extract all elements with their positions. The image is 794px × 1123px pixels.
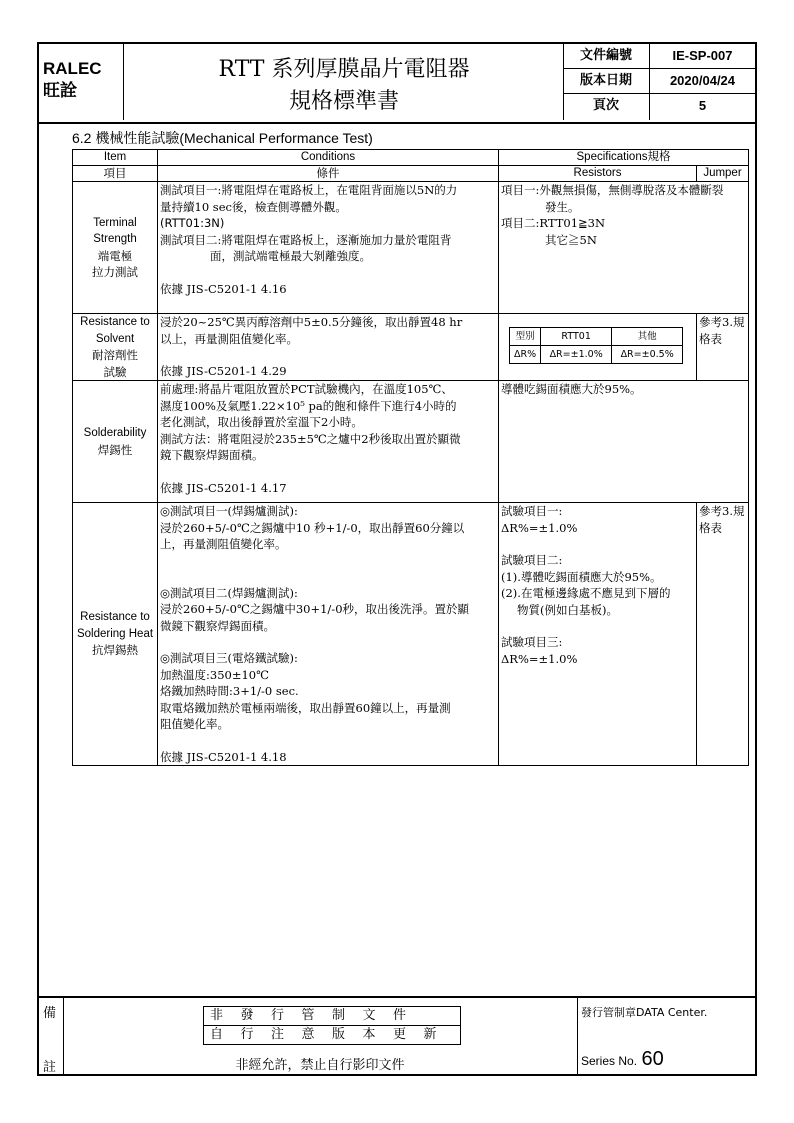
table-row [73, 503, 749, 766]
stamp-line-1: 非發行管制文件 [210, 1008, 424, 1023]
item-cell: Resistance to Soldering Heat 抗焊錫熱 [73, 503, 158, 766]
table-row [73, 182, 749, 314]
document-header [39, 44, 755, 124]
remark-label-bottom: 註 [43, 1060, 57, 1075]
document-footer [39, 996, 755, 1076]
conditions-cell: 前處理:將晶片電阻放置於PCT試驗機內，在溫度105℃、 濕度100%及氣壓1.22×10⁵ pa的飽和條件下進行4小時的 老化測試，取出後靜置於室溫下2小時。 測試方法：將電阻浸於235±5℃之爐中2秒後取出置於顯微 鏡下觀察焊錫面積。 依據 JIS-C5201-1 4.17 [158, 381, 499, 503]
header-conditions-zh: 條件 [158, 166, 499, 182]
company-logo [43, 58, 123, 102]
uncontrolled-document-stamp [203, 1006, 461, 1045]
item-cell: Resistance to Solvent 耐溶劑性 試驗 [73, 314, 158, 381]
specification-cell: 導體吃錫面積應大於95%。 [499, 381, 749, 503]
specification-cell: 試驗項目一: ΔR%=±1.0% 試驗項目二: (1).導體吃錫面積應大於95%。 (2).在電極邊緣處不應見到下層的 物質(例如白基板)。 試驗項目三: ΔR%=±1.0% [499, 503, 697, 766]
issuer-area [577, 998, 755, 1076]
document-title-line2: 規格標準書 [288, 89, 399, 114]
header-resistors: Resistors [499, 166, 697, 182]
header-item-zh: 項目 [73, 166, 158, 182]
header-jumper: Jumper [697, 166, 749, 182]
section-heading: 6.2 機械性能試驗(Mechanical Performance Test) [72, 130, 373, 147]
jumper-cell: 參考3.規格表 [697, 503, 749, 766]
solvent-resistance-subtable: 型別 RTT01 其他 ΔR% ΔR=±1.0% ΔR=±0.5% [509, 327, 683, 364]
item-cell: Solderability 焊錫性 [73, 381, 158, 503]
conditions-cell: ◎測試項目一(焊錫爐測試): 浸於260+5/-0℃之錫爐中10 秒+1/-0，取出靜置60分鐘以 上，再量測阻值變化率。 ◎測試項目二(焊錫爐測試): 浸於260+5/-0℃之錫爐中30+1/-0秒，取出後洗淨。置於顯 微鏡下觀察焊錫面積。 ◎測試項目三(電烙鐵試驗): 加熱溫度:350±10℃ 烙鐵加熱時間:3+1/-0 sec. 取電烙鐵加熱於電極兩端後，取出靜置60鐘以上，再量測 阻值變化率。 依據 JIS-C5201-1 4.18 [158, 503, 499, 766]
company-name-en: RALEC [43, 59, 102, 78]
series-number: Series No. 60 [581, 1048, 664, 1070]
header-conditions-en: Conditions [158, 150, 499, 166]
divider [123, 44, 124, 120]
jumper-cell: 參考3.規格表 [697, 314, 749, 381]
mechanical-test-table [72, 149, 749, 766]
meta-page-number: 頁次 5 [592, 98, 707, 113]
copy-notice: 非經允許，禁止自行影印文件 [235, 1058, 405, 1073]
table-row [73, 381, 749, 503]
control-stamp-area [63, 998, 578, 1076]
specification-cell [499, 314, 697, 381]
conditions-cell: 測試項目一:將電阻焊在電路板上，在電阻背面施以5N的力 量持續10 sec後，檢查側導體外觀。 (RTT01:3N) 測試項目二:將電阻焊在電路板上，逐漸施加力量於電阻背 面，測試端電極最大剝離強度。 依據 JIS-C5201-1 4.16 [158, 182, 499, 314]
header-specifications: Specifications規格 [499, 150, 749, 166]
company-name-zh: 旺詮 [43, 81, 77, 101]
specification-cell: 項目一:外觀無損傷，無側導脫落及本體斷裂 發生。 項目二:RTT01≧3N 其它≧5N [499, 182, 749, 314]
table-row [73, 314, 749, 381]
header-item-en: Item [73, 150, 158, 166]
remark-label-top: 備 [43, 1006, 57, 1021]
meta-doc-number: 文件編號 IE-SP-007 [563, 44, 755, 69]
document-title-line1: RTT 系列厚膜晶片電阻器 [218, 57, 470, 82]
table-header-row [73, 166, 749, 182]
item-cell: Terminal Strength 端電極 拉力測試 [73, 182, 158, 314]
conditions-cell: 浸於20~25℃異丙醇溶劑中5±0.5分鐘後，取出靜置48 hr 以上，再量測阻值變化率。 依據 JIS-C5201-1 4.29 [158, 314, 499, 381]
meta-version-date: 版本日期 2020/04/24 [563, 69, 755, 94]
table-header-row [73, 150, 749, 166]
issuer-label: 發行管制章DATA Center. [581, 1006, 708, 1019]
stamp-line-2: 自行注意版本更新 [204, 1025, 460, 1044]
remark-column [39, 998, 64, 1076]
